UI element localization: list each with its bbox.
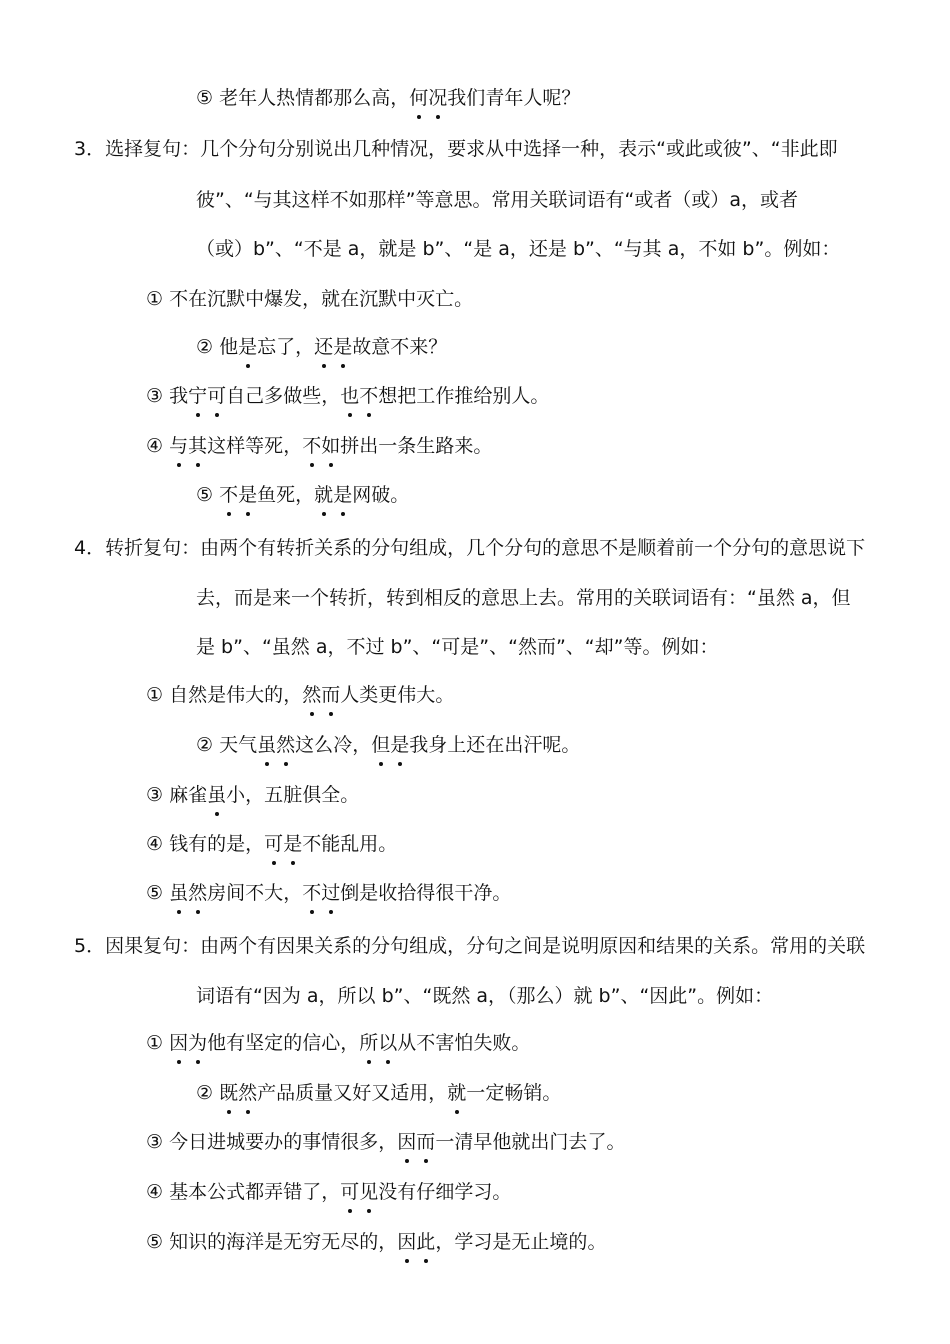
emphasis-dot-char: 以: [378, 1032, 398, 1054]
emphasis-dot-char: 不: [302, 435, 322, 457]
emphasis-dot-char: 是: [238, 336, 258, 358]
emphasis-dot-char: 是: [283, 833, 303, 855]
emphasis-dot-char: 然: [188, 882, 208, 904]
emphasis-dot-char: 虽: [257, 734, 277, 756]
emphasis-dot-char: 因: [397, 1231, 417, 1253]
emphasis-dot-char: 所: [359, 1032, 379, 1054]
example-line: ① 不在沉默中爆发，就在沉默中灭亡。: [146, 288, 474, 310]
emphasis-dot-char: 何: [409, 87, 429, 109]
example-line: ② 他是忘了，还是故意不来？: [196, 336, 448, 358]
emphasis-dot-char: 不: [302, 882, 322, 904]
paragraph-line: 彼”、“与其这样不如那样”等意思。常用关联词语有“或者（或）a，或者: [196, 189, 799, 211]
emphasis-dot-char: 然: [238, 1082, 258, 1104]
emphasis-dot-char: 况: [428, 87, 448, 109]
example-line: ① 因为他有坚定的信心，所以从不害怕失败。: [146, 1032, 531, 1054]
example-line: ② 天气虽然这么冷，但是我身上还在出汗呢。: [196, 734, 581, 756]
emphasis-dot-char: 过: [321, 882, 341, 904]
example-line: ③ 我宁可自己多做些，也不想把工作推给别人。: [146, 385, 550, 407]
emphasis-dot-char: 是: [333, 336, 353, 358]
section-heading-causal: 5．因果复句：由两个有因果关系的分句组成，分句之间是说明原因和结果的关系。常用的关联: [74, 935, 866, 957]
emphasis-dot-char: 也: [340, 385, 360, 407]
paragraph-line: 词语有“因为 a，所以 b”、“既然 a，（那么）就 b”、“因此”。例如：: [196, 985, 774, 1007]
emphasis-dot-char: 与: [169, 435, 189, 457]
emphasis-dot-char: 可: [264, 833, 284, 855]
emphasis-dot-char: 就: [447, 1082, 467, 1104]
example-line: ⑤ 知识的海洋是无穷无尽的，因此，学习是无止境的。: [146, 1231, 607, 1253]
emphasis-dot-char: 而: [416, 1131, 436, 1153]
emphasis-dot-char: 虽: [207, 784, 227, 806]
example-line: ② 既然产品质量又好又适用，就一定畅销。: [196, 1082, 562, 1104]
example-line: ③ 麻雀虽小，五脏俱全。: [146, 784, 360, 806]
paragraph-line: 去，而是来一个转折，转到相反的意思上去。常用的关联词语有：“虽然 a，但: [196, 587, 851, 609]
emphasis-dot-char: 为: [188, 1032, 208, 1054]
emphasis-dot-char: 既: [219, 1082, 239, 1104]
section-heading-choice: 3．选择复句：几个分句分别说出几种情况，要求从中选择一种，表示“或此或彼”、“非此即: [74, 138, 838, 160]
emphasis-dot-char: 是: [238, 484, 258, 506]
example-line: ⑤ 不是鱼死，就是网破。: [196, 484, 410, 506]
example-line: ④ 钱有的是，可是不能乱用。: [146, 833, 398, 855]
emphasis-dot-char: 然: [302, 684, 322, 706]
emphasis-dot-char: 其: [188, 435, 208, 457]
example-line: ① 自然是伟大的，然而人类更伟大。: [146, 684, 455, 706]
emphasis-dot-char: 就: [314, 484, 334, 506]
emphasis-dot-char: 还: [314, 336, 334, 358]
emphasis-dot-char: 虽: [169, 882, 189, 904]
emphasis-dot-char: 是: [333, 484, 353, 506]
emphasis-dot-char: 但: [371, 734, 391, 756]
emphasis-dot-char: 见: [359, 1181, 379, 1203]
emphasis-dot-char: 可: [207, 385, 227, 407]
paragraph-line: （或）b”、“不是 a，就是 b”、“是 a，还是 b”、“与其 a，不如 b”。例如：: [196, 238, 841, 260]
emphasis-dot-char: 不: [219, 484, 239, 506]
emphasis-dot-char: 宁: [188, 385, 208, 407]
section-heading-adversative: 4．转折复句：由两个有转折关系的分句组成，几个分句的意思不是顺着前一个分句的意思说下: [74, 537, 866, 559]
emphasis-dot-char: 此: [416, 1231, 436, 1253]
example-line: ④ 基本公式都弄错了，可见没有仔细学习。: [146, 1181, 512, 1203]
emphasis-dot-char: 是: [390, 734, 410, 756]
example-line: ⑤ 老年人热情都那么高，何况我们青年人呢？: [196, 87, 581, 109]
emphasis-dot-char: 可: [340, 1181, 360, 1203]
example-line: ⑤ 虽然房间不大，不过倒是收拾得很干净。: [146, 882, 512, 904]
example-line: ④ 与其这样等死，不如拼出一条生路来。: [146, 435, 493, 457]
emphasis-dot-char: 如: [321, 435, 341, 457]
paragraph-line: 是 b”、“虽然 a，不过 b”、“可是”、“然而”、“却”等。例如：: [196, 636, 719, 658]
emphasis-dot-char: 因: [169, 1032, 189, 1054]
emphasis-dot-char: 而: [321, 684, 341, 706]
emphasis-dot-char: 然: [276, 734, 296, 756]
emphasis-dot-char: 因: [397, 1131, 417, 1153]
example-line: ③ 今日进城要办的事情很多，因而一清早他就出门去了。: [146, 1131, 626, 1153]
emphasis-dot-char: 不: [359, 385, 379, 407]
